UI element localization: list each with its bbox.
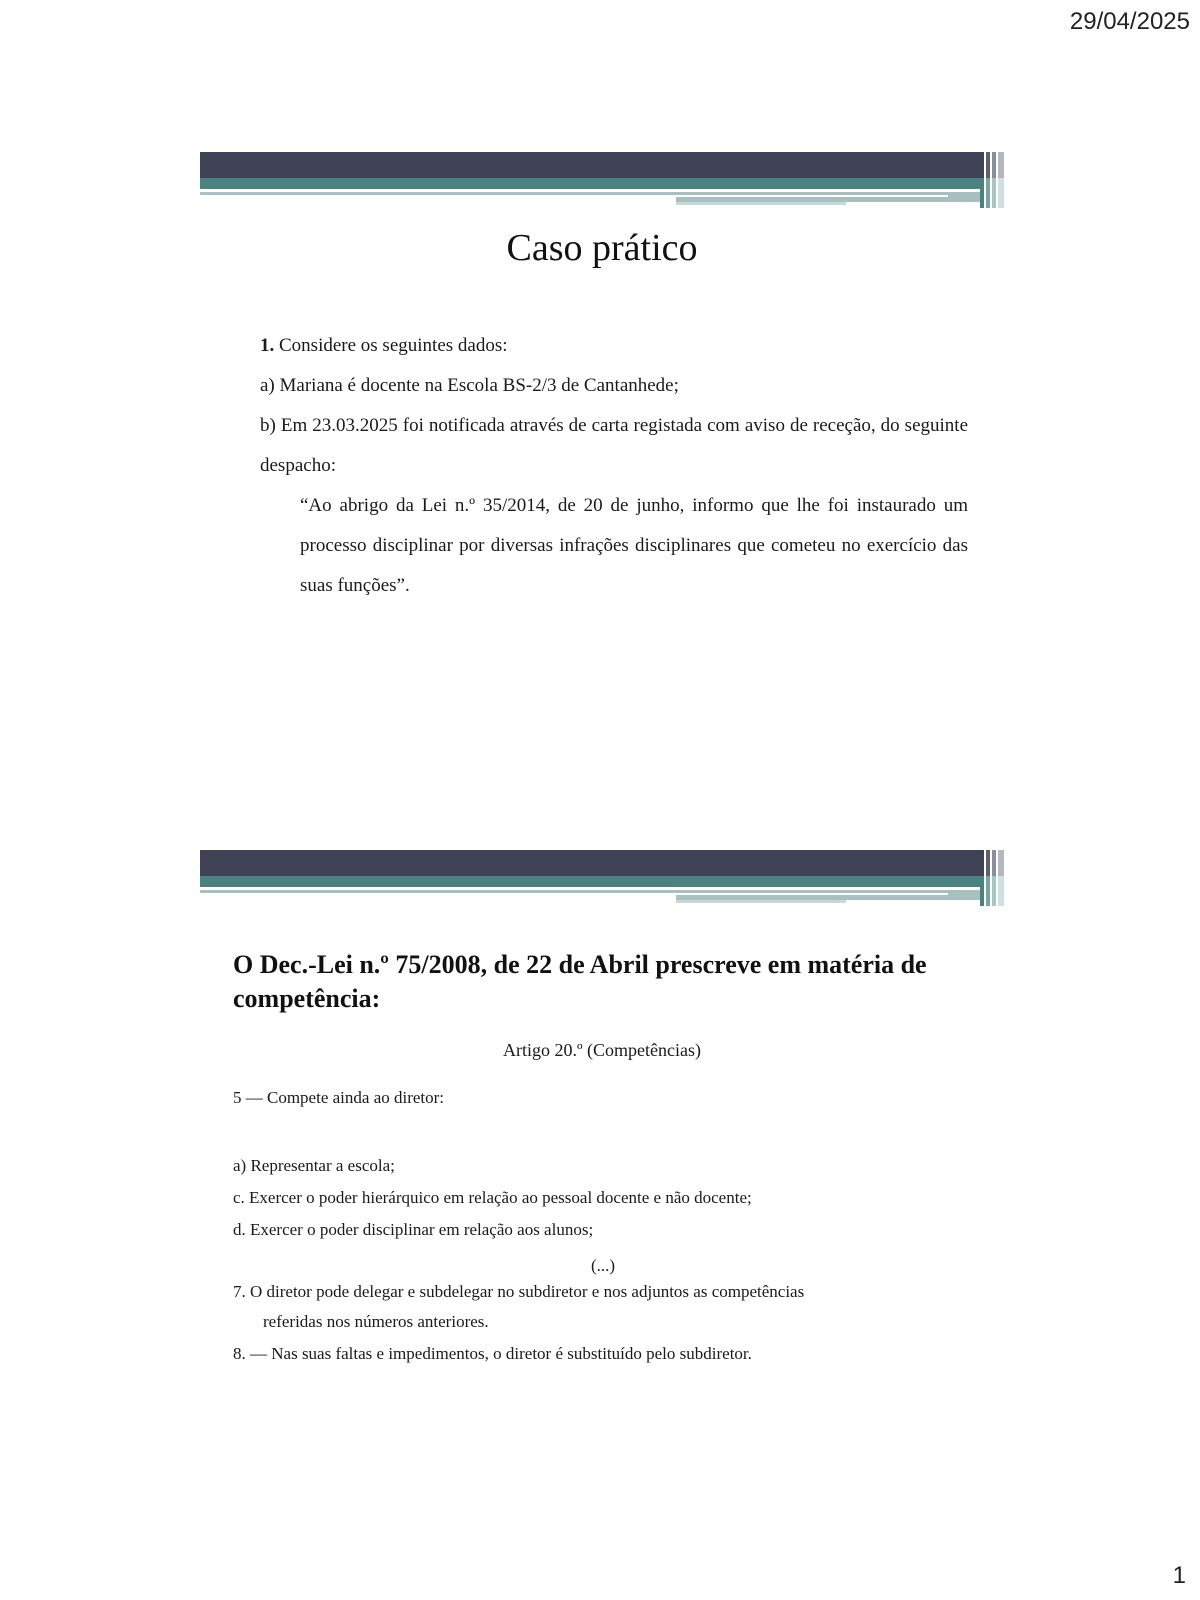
slide-title: Caso prático <box>506 227 698 269</box>
point-5: 5 — Compete ainda ao diretor: <box>233 1088 445 1107</box>
dispatch-quote: “Ao abrigo da Lei n.º 35/2014, de 20 de junho, informo que lhe foi instaurado um processo disciplinar por diversas infrações disciplinares que cometeu no exercício das suas funções”. <box>300 495 968 596</box>
ellipsis: (...) <box>590 1256 616 1275</box>
intro-number: 1. <box>260 335 275 356</box>
item-7: 7. O diretor pode delegar e subdelegar no subdiretor e nos adjuntos as competências <box>233 1282 805 1301</box>
slide-2 <box>200 850 1004 1410</box>
intro-text: Considere os seguintes dados: <box>274 335 508 356</box>
item-d: d. Exercer o poder disciplinar em relação aos alunos; <box>233 1220 594 1239</box>
slide-body <box>260 326 968 606</box>
item-c: c. Exercer o poder hierárquico em relação ao pessoal docente e não docente; <box>233 1188 752 1207</box>
slide-1 <box>200 152 1004 712</box>
item-a: a) Mariana é docente na Escola BS-2/3 de Cantanhede; <box>260 375 679 396</box>
item-b: b) Em 23.03.2025 foi notificada através de carta registada com aviso de receção, do seguinte despacho: <box>260 415 968 476</box>
slide-header-banner <box>200 850 1004 906</box>
page-number: 1 <box>1172 1562 1186 1589</box>
article-heading: Artigo 20.º (Competências) <box>502 1040 702 1060</box>
item-a: a) Representar a escola; <box>233 1156 395 1175</box>
intro-line <box>260 326 968 366</box>
item-8: 8. — Nas suas faltas e impedimentos, o diretor é substituído pelo subdiretor. <box>233 1344 752 1363</box>
slide-title: O Dec.-Lei n.º 75/2008, de 22 de Abril prescreve em matéria de competência: <box>233 950 927 1013</box>
slide-header-banner <box>200 152 1004 208</box>
print-date: 29/04/2025 <box>1069 8 1190 35</box>
item-7-continuation: referidas nos números anteriores. <box>263 1312 489 1331</box>
